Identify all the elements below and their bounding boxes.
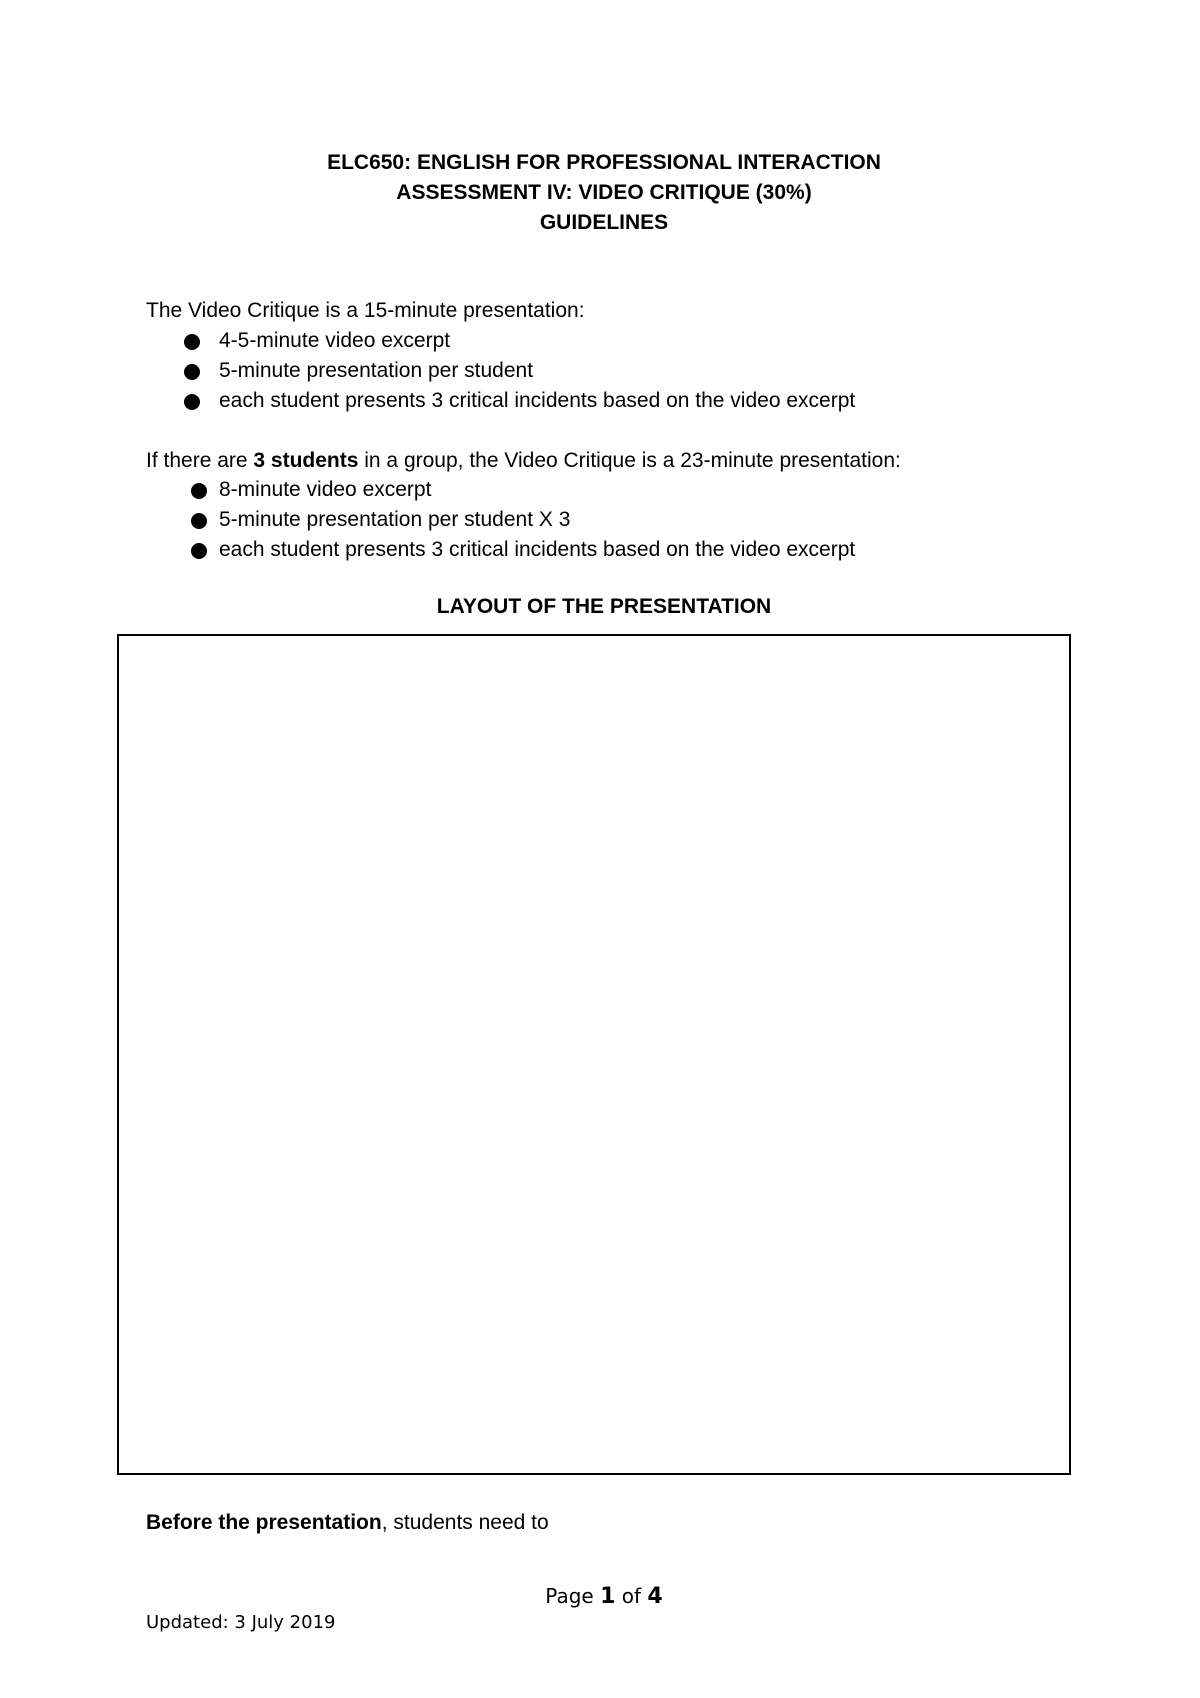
document-title [0, 148, 1200, 238]
bullet-icon [184, 394, 200, 410]
page-number: Page 1 of 4 [545, 1584, 663, 1609]
section1-bullet-list [184, 326, 855, 416]
list-item: 5-minute presentation per student X 3 [184, 505, 855, 535]
bullet-icon [191, 543, 207, 559]
layout-heading: LAYOUT OF THE PRESENTATION [436, 595, 772, 618]
list-item: 5-minute presentation per student [184, 356, 855, 386]
assessment-title: ASSESSMENT IV: VIDEO CRITIQUE (30%) [396, 181, 812, 204]
list-item: each student presents 3 critical incidents based on the video excerpt [184, 535, 855, 565]
list-item: 4-5-minute video excerpt [184, 326, 855, 356]
section2-intro: If there are 3 students in a group, the Video Critique is a 23-minute presentation: [146, 449, 901, 472]
section1-intro: The Video Critique is a 15-minute presentation: [146, 299, 585, 322]
course-title: ELC650: ENGLISH FOR PROFESSIONAL INTERACTION [327, 151, 881, 174]
updated-date: Updated: 3 July 2019 [146, 1612, 336, 1633]
layout-box [117, 634, 1071, 1475]
bullet-icon [191, 483, 207, 499]
list-item: 8-minute video excerpt [184, 475, 855, 505]
guidelines-title: GUIDELINES [539, 211, 669, 234]
list-item: each student presents 3 critical incidents based on the video excerpt [184, 386, 855, 416]
bullet-icon [184, 364, 200, 380]
bold-emphasis: 3 students [253, 449, 359, 472]
section2-bullet-list [184, 475, 855, 565]
bullet-icon [191, 513, 207, 529]
bullet-icon [184, 334, 200, 350]
before-presentation-text: Before the presentation, students need to [146, 1511, 549, 1534]
